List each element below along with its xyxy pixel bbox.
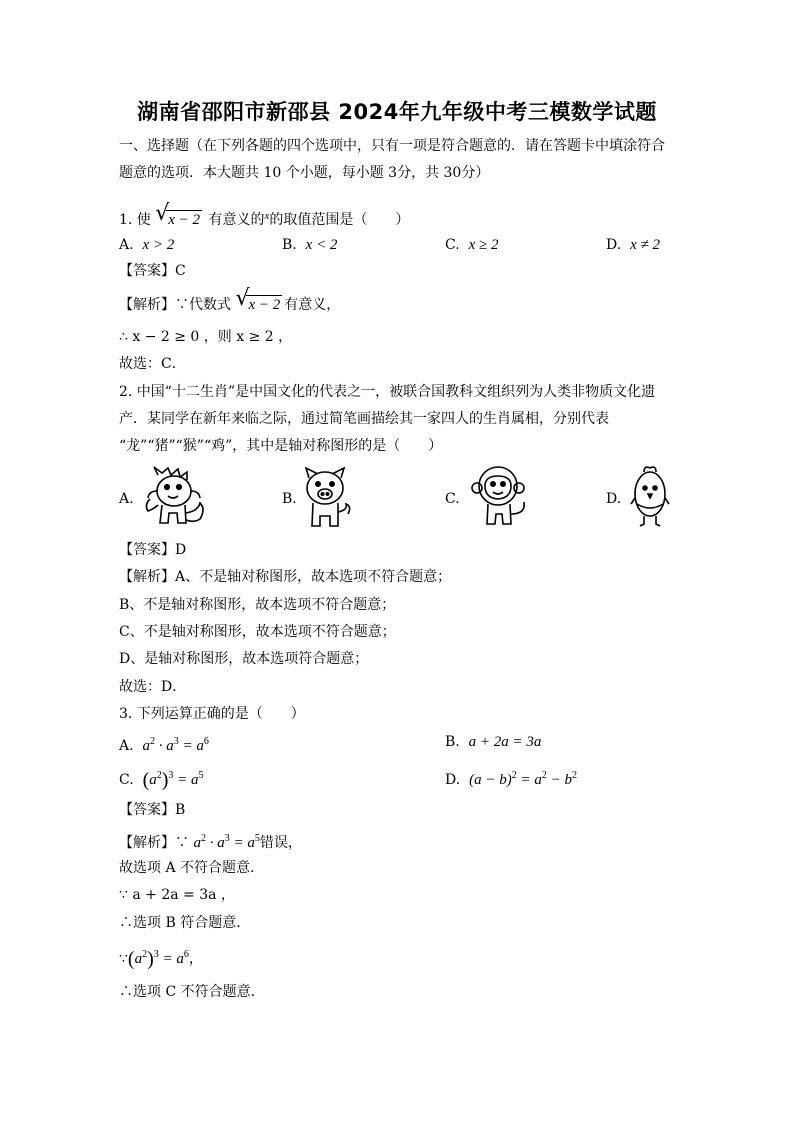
q2-analysis-end: 故选：D． — [119, 679, 187, 695]
q2-answer: 【答案】D — [119, 542, 187, 558]
section-heading-line-2: 题意的选项．本大题共 10 个小题，每小题 3分，共 30分） — [119, 165, 490, 181]
q3-answer: 【答案】B — [119, 802, 186, 818]
q3-option-b: B. a + 2a = 3a — [445, 734, 542, 750]
q1-option-b: B. x < 2 — [282, 237, 338, 253]
q1-option-a: A. x > 2 — [119, 237, 175, 253]
sqrt-expression: √ x − 2 — [155, 201, 201, 228]
question-2-stem-line-3: “龙”“猪”“猴”“鸡”，其中是轴对称图形的是（ ） — [119, 438, 443, 454]
q2-option-c-label: C. — [445, 491, 460, 507]
q1-option-d: D. x ≠ 2 — [606, 237, 660, 253]
q3-analysis-line-5: $\because(a^2)^3 = a^6$， — [119, 948, 203, 970]
q3-analysis-line-3: ∵ a + 2a = 3a ， — [119, 887, 235, 903]
q1-analysis-line-3: 故选：C． — [119, 356, 186, 372]
q1-answer: 【答案】C — [119, 263, 186, 279]
q1-analysis-line-1: 【解析】∵代数式 √ x − 2 有意义， — [119, 286, 341, 313]
q2-analysis-d: D、是轴对称图形，故本选项符合题意； — [119, 651, 369, 667]
q3-analysis-line-1: 【解析】∵ $a^2 \cdot a^3 = a^5$错误， — [119, 833, 302, 851]
question-1-number: 1. 使 — [119, 212, 151, 228]
radical-sign-icon: √ — [155, 201, 170, 226]
chicken-drawing — [628, 464, 672, 530]
q3-option-c: C. $(a^2)^3 = a^5$ — [119, 769, 204, 791]
q2-analysis-c: C、不是轴对称图形，故本选项不符合题意； — [119, 624, 396, 640]
question-1-stem: 1. 使 √ x − 2 有意义的$^x$的取值范围是（ ） — [119, 201, 410, 228]
page-title: 湖南省邵阳市新邵县 2024年九年级中考三模数学试题 — [137, 100, 657, 124]
question-2-stem-line-2: 产．某同学在新年来临之际，通过简笔画描绘其一家四人的生肖属相，分别代表 — [119, 411, 609, 427]
q2-option-a-label: A. — [119, 491, 134, 507]
q3-analysis-line-4: ∴选项 B 符合题意． — [119, 915, 251, 931]
q2-option-d-label: D. — [606, 491, 622, 507]
dragon-drawing — [140, 465, 212, 531]
section-heading-line-1: 一、选择题（在下列各题的四个选项中，只有一项是符合题意的．请在答题卡中填涂符合 — [119, 138, 665, 154]
q1-option-c: C. x ≥ 2 — [445, 237, 499, 253]
q2-analysis-a: 【解析】A、不是轴对称图形，故本选项不符合题意； — [119, 569, 452, 585]
radical-sign-icon: √ — [235, 286, 250, 311]
question-2-stem-line-1: 2. 中国“十二生肖”是中国文化的代表之一，被联合国教科文组织列为人类非物质文化遗 — [119, 384, 656, 400]
question-3-stem: 3. 下列运算正确的是（ ） — [119, 706, 305, 722]
q3-option-d: D. $(a - b)^2 = a^2 - b^2$ — [445, 770, 577, 788]
q3-analysis-line-2: 故选项 A 不符合题意． — [119, 860, 265, 876]
q2-analysis-b: B、不是轴对称图形，故本选项不符合题意； — [119, 597, 396, 613]
q3-analysis-line-6: ∴选项 C 不符合题意． — [119, 984, 265, 1000]
q2-option-b-label: B. — [282, 491, 297, 507]
monkey-drawing — [468, 464, 534, 530]
pig-drawing — [298, 466, 358, 530]
q3-option-a: A. $a^2 \cdot a^3 = a^6$ — [119, 736, 209, 754]
q1-analysis-line-2: ∴ x − 2 ≥ 0 ，则 x ≥ 2 ， — [119, 329, 293, 345]
